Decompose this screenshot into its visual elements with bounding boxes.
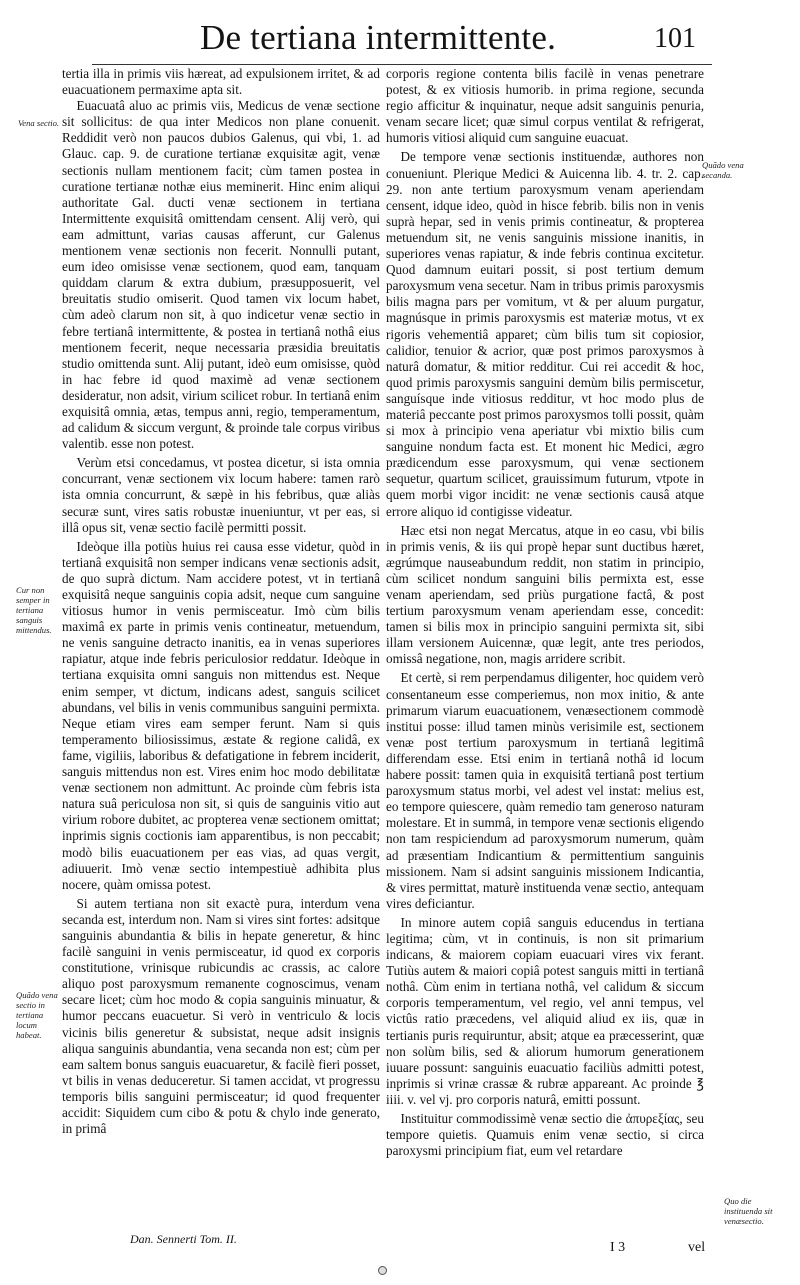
margin-note: Cur non semper in tertiana sanguis mittendus. [16,585,52,635]
paragraph: Ideòque illa potiùs huius rei causa esse videtur, quòd in tertianâ exquisitâ non semper indicans venæ sectionis adsit, de quo suprà dictum. Nam accidere potest, vt in tertianâ exquisitâ neque sanguinis copia adsit, neque cum sanguine vitiosus humor in venis permisceatur. Imò cùm bilis maximâ ex parte in primis venis contineatur, metuendum, ne venis sanguine detracto inanitis, ea in venas superiores rapiatur, atque inde febris periculosior reddatur. Ideòque in tertiana exquisita omni sanguis non mittendus est. Neque enim semper, vt dictum, indicans adest, sanguis scilicet abundans, vel bilis in venis communibus sanguini permixta. Neque etiam vires eam semper ferunt. Nam si quis temperamento biliosissimus, æstate & regione calidâ, ex fame, vigiliis, laboribus & defatigatione in febrem inciderit, sanguis mittendus non est. Vires enim hoc modo debilitatæ venæ sectionem non admittunt. Ac proinde cùm febris ista natura suâ periculosa non sit, si quis de sanguinis vitio aut virium robore dubitet, ac propterea venæ sectionem omittat; inprimis signis coctionis iam apparentibus, is non peccabit; modò bilis euacuationem per eas vias, ad quas vergit, adiuuerit. Imò venæ sectio intempestiuè adhibita plus nocere, quàm omissa potest. [62,538,380,892]
paragraph: De tempore venæ sectionis instituendæ, authores non conueniunt. Plerique Medici & Auicenna lib. 4. tr. 2. cap. 29. non ante tertium paroxysmum venam aperiendam censent, idque ideo, quòd in hisce febrib. bilis non in venis suprà hepar, sed in venis primis contineatur, & propterea metuendum sit, ne venis sanguinis missione inanitis, in superiores venas rapiatur, & inde febris continua excitetur. Quod damnum euitari possit, si post tertium demum paroxysmum vena secetur. Nam in tribus primis paroxysmis bilis magna pars per vomitum, vt & per aluum purgatur, magnúsque in primis paroxysmis est materiæ motus, vt ex rigoris vehementiâ apparet; cùm bilis tum sit copiosior, calidior, tenuior & acrior, quæ post primos paroxysmos à naturâ domatur, & mitior redditur. Cui rei accedit & hoc, quod primis paroxysmis sanguini demùm bilis permiscetur, sanguísque inde vitiosus redditur, vt hoc modo plus de materiâ peccante post primos paroxysmos tolli possit, quàm si mox à principio vena aperiatur vbi mixtio bilis cum sanguine nondum facta est. Et monent hic Medici, ægro prædicendum esse paroxysmum, qui venæ sectionem sequetur, quartum scilicet, grauissimum futurum, vtpote in quem morbi vigor incidit: ne venæ sectionis causâ atque errore aliquo id contigisse videatur. [386,149,704,519]
ornament-dot-icon [378,1266,387,1275]
author-line: Dan. Sennerti Tom. II. [130,1232,237,1246]
margin-note: Vena sectio. [18,118,60,128]
paragraph: corporis regione contenta bilis facilè in venas penetrare potest, & ex vitiosis humorib. in prima regione, secunda regio afficitur & inquinatur, neque adsit sanguinis penuria, venam secare licet; quæ simul corpus ventilat & refrigerat, humoris vitiosi aliquid cum sanguine euacuat. [386,66,704,146]
paragraph: In minore autem copiâ sanguis educendus in tertiana legitima; cùm, vt in continuis, is non sit primarium indicans, & maiorem copiam euacuari vires vix ferant. Tutiùs autem & maiori copiâ potest sanguis mitti in tertianâ nothâ. Cùm enim in tertiana nothâ, vel calidum & siccum corporis temperamentum, vel regio, vel anni tempus, vel victûs ratio præcedens, vel aliquid aliud ex iis, quæ in tertianis puris requiruntur, absit; atque ea præcesserint, quæ non solùm bilis, sed & aliorum humorum generationem iuuare possunt: sanguinis euacuatio faciliùs admitti potest, inprimis si vrinæ crassæ & rubræ appareant. Ac proinde ℥ iiii. v. vel vj. pro corporis naturâ, emitti possunt. [386,914,704,1107]
signature-mark: I 3 [610,1240,626,1255]
margin-note: Quo die instituenda sit venæsectio. [724,1196,773,1226]
page-title: De tertiana intermittente. [200,18,557,57]
paragraph: Instituitur commodissimè venæ sectio die ἀπυρεξίας, seu tempore quietis. Quamuis enim venæ sectio, si circa paroxysmi principium fiat, eum vel retardare [386,1111,704,1159]
left-column [62,66,380,1137]
paragraph: Verùm etsi concedamus, vt postea dicetur, si ista omnia concurrant, venæ sectionem vix locum habere: tamen rarò ista omnia concurrunt, & sæpè in his febribus, quæ aliàs securæ sunt, vires satis robustæ inueniuntur, vt per eas, si illâ opus sit, venæ sectio facilè permitti possit. [62,455,380,535]
paragraph: Et certè, si rem perpendamus diligenter, hoc quidem verò consentaneum esse comperiemus, non mox initio, & ante primarum viarum euacuationem, venæsectionem commodè institui posse: illud tamen minùs verisimile est, sectionem venæ post tertium paroxysmum in tertianâ legitimâ differendam esse. Etsi enim in tertianâ nothâ id locum habere possit: tamen quia in exquisitâ tertianâ post tertium paroxysmum status morbi, vel adest vel instat: melius est, eo tempore quiescere, quàm remedio tam generoso naturam molestare. Et in summâ, in tempore venæ sectionis eligendo non tam respiciendum ad paroxysmorum numerum, quàm ad præsentiam Indicantium & permittentium sanguinis missionem. Nam si adsint sanguinis missionem Indicantia, & vires permittat, maturè instituenda venæ sectio, antequam vires deficiantur. [386,670,704,911]
paragraph: Hæc etsi non negat Mercatus, atque in eo casu, vbi bilis in primis venis, & iis qui propè hepar sunt ductibus hæret, ægrúmque nauseabundum reddit, non statim in principio, cùm scilicet nondum sanguini bilis permixta est, esse venam aperiendam, sed priùs purgatione factâ, & post tertium paroxysmum venam aperiendam esse, concedit: tamen si bilis mox in principio sanguini permixta sit, sibi illam versionem Auicennæ, quæ legit, ante tres periodos, omissâ negatione, non, magis arridere scribit. [386,522,704,667]
margin-note: Quãdo vena secanda. [702,160,744,180]
catchword: vel [688,1240,706,1255]
paragraph: tertia illa in primis viis hæreat, ad expulsionem irritet, & ad euacuationem permaxime apta sit. [62,66,380,98]
paragraph: Si autem tertiana non sit exactè pura, interdum vena secanda est, interdum non. Nam si vires sint fortes: adsitque sanguinis abundantia & bilis in hepate generetur, & hinc facilè sanguini in venis permisceatur, id quod ex corporis constitutione, vrinisque rubicundis ac crassis, ac calore aliquo post paroxysmum remanente cognoscimus, venam secare licet; cùm hoc modo & copia sanguinis minuatur, & humor peccans euacuetur. Si verò in ventriculo & locis vicinis bilis generetur & subsistat, neque adsit insignis aliqua sanguinis abundantia, vena secanda non est; cùm per eam saltem bonus sanguis euacuaretur, & facilè fieri posset, vt bilis in venas deduceretur. Si tamen accidat, vt progressu temporis bilis sanguini permisceatur; id quod frequenter accidit: Siquidem cum cibo & potu & chylo inde generato, in primâ [62,895,380,1137]
paragraph: Euacuatâ aluo ac primis viis, Medicus de venæ sectione sit sollicitus: de qua inter Medicos non plane conuenit. Reddidit verò non paucos dubios Galenus, qui vbi, 1. ad Glauc. cap. 9. de curatione tertianæ exquisitæ agit, venæ sectionis nullam mentionem facit; cùm tamen postea in curatione tertianæ nothæ eius meminerit. Hinc enim aliqui authoritate Gal. ducti venæ sectionem in tertiana Intermittente exquisitâ omittendam censent. Alij verò, qui eam admittunt, varias causas afferunt, cur Galenus mentionem venæ sectionis non fecerit. Nonnulli putant, eum ideo omisisse venæ sectionem, quod eam, tanquam quiddam clarum & extra dubium, præsupposuerit, vel breuitatis studio omiserit. Quod tamen vix locum habet, cùm adeò clarum non sit, à quo indicetur venæ sectio in febre tertianâ intermittente, & postea in tertianâ nothâ eius mentionem fecerit, neque necessaria præsidia breuitatis studio omittenda sunt. Alij putant, ideò eum omisisse, quòd in hac febre id quod maximè ad venæ sectionem desideratur, non adsit, virium scilicet robur. In tertianâ enim exquisitâ omnia, ætas, tempus anni, regio, temperamentum, ad calidum & siccum vergunt, & proinde tale corpus viribus valentib. esse non potest. [62,98,380,452]
right-column [386,66,704,1159]
page-number: 101 [654,23,696,54]
header-rule [92,64,712,65]
margin-note: Quãdo vena sectio in tertiana locum habeat. [16,990,58,1040]
